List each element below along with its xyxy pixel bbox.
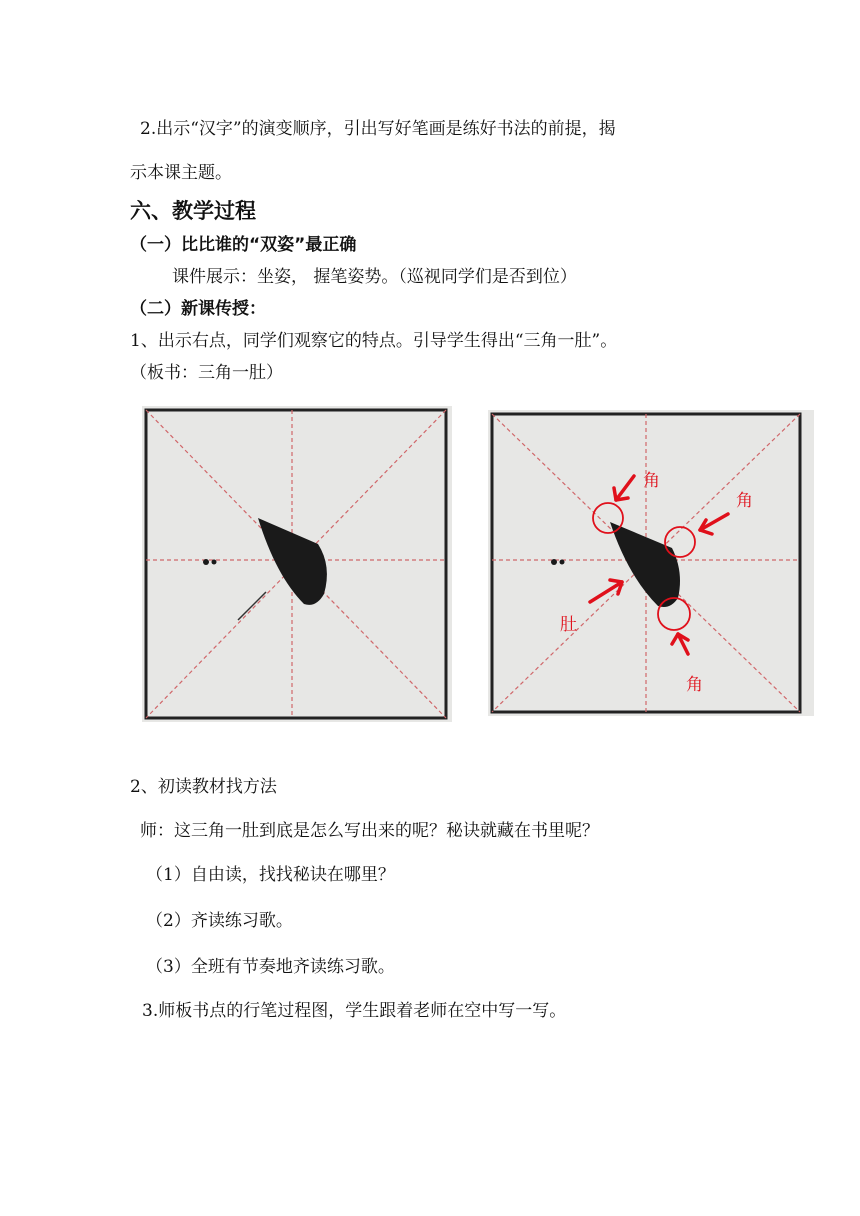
paragraph-line: 2、初读教材找方法 [130, 777, 277, 797]
paragraph-line: （3）全班有节奏地齐读练习歌。 [146, 957, 395, 977]
paragraph-line: 2.出示“汉字”的演变顺序，引出写好笔画是练好书法的前提，揭 [140, 119, 616, 139]
paragraph-line: 3.师板书点的行笔过程图，学生跟着老师在空中写一写。 [142, 1001, 567, 1021]
paragraph-line: （1）自由读，找找秘诀在哪里？ [146, 865, 395, 885]
paragraph-line: （板书：三角一肚） [130, 363, 283, 383]
subsection-heading: （二）新课传授： [130, 299, 266, 319]
corner-label: 角 [686, 675, 703, 695]
paragraph-line: （2）齐读练习歌。 [146, 911, 293, 931]
paragraph-line: 1、出示右点，同学们观察它的特点。引导学生得出“三角一肚”。 [130, 331, 618, 351]
dot-stroke-photo [142, 406, 452, 722]
corner-label: 角 [736, 491, 753, 511]
subsection-heading: （一）比比谁的“双姿”最正确 [130, 235, 357, 255]
corner-label: 角 [643, 471, 660, 491]
annotated-dot-stroke-photo [488, 410, 814, 716]
paragraph-line: 示本课主题。 [130, 163, 232, 183]
belly-label: 肚 [560, 615, 577, 635]
section-heading: 六、教学过程 [130, 199, 256, 223]
paragraph-line: 师：这三角一肚到底是怎么写出来的呢？秘诀就藏在书里呢？ [140, 821, 599, 841]
paragraph-line: 课件展示：坐姿， 握笔姿势。（巡视同学们是否到位） [172, 267, 577, 287]
